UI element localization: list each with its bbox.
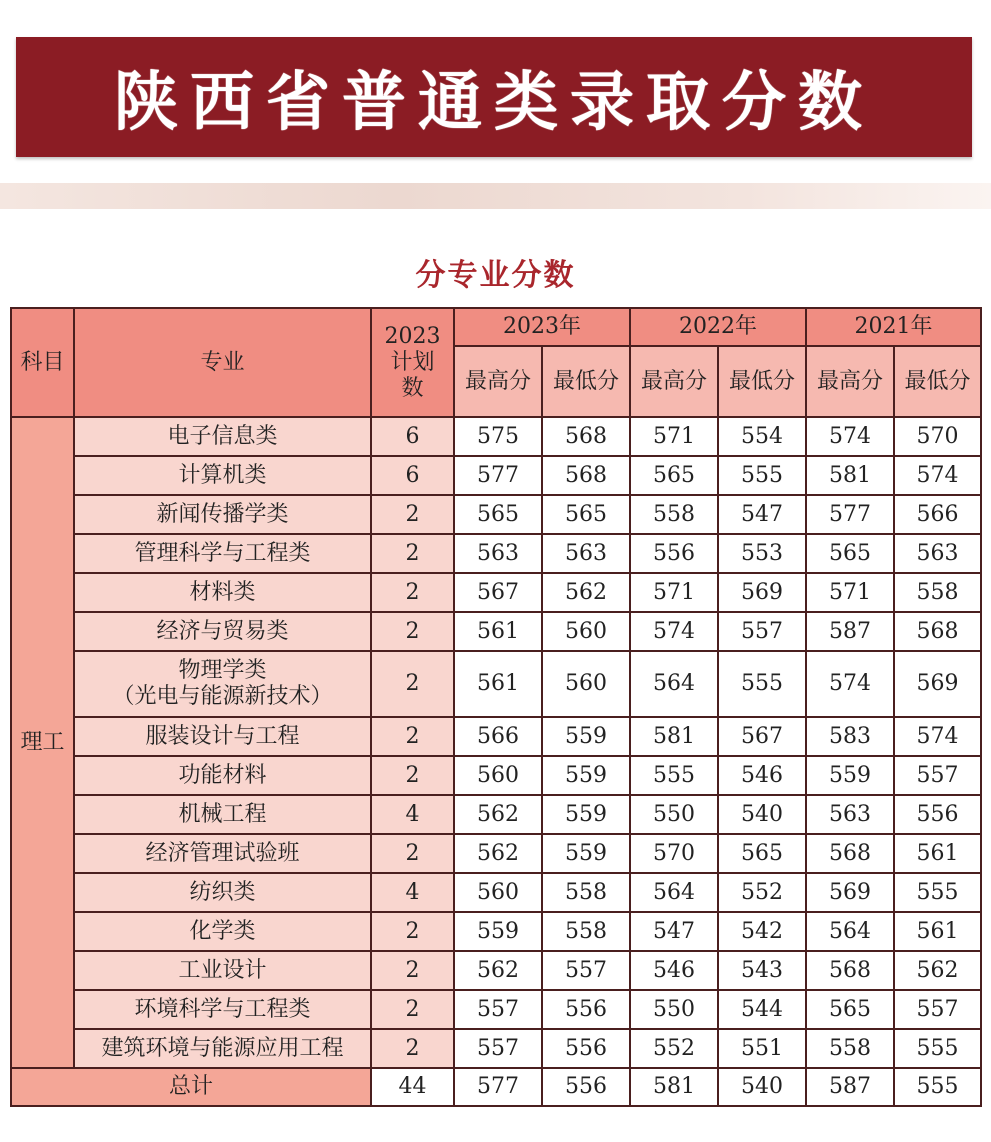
- max-score-cell: 559: [806, 756, 894, 795]
- table-row: [11, 573, 981, 612]
- min-score-cell: 557: [894, 990, 981, 1029]
- max-score-cell: 550: [630, 990, 718, 1029]
- major-cell: 环境科学与工程类: [74, 990, 371, 1029]
- header-plan: 2023 计划 数: [371, 308, 454, 417]
- min-score-cell: 551: [718, 1029, 806, 1068]
- major-subname: （光电与能源新技术）: [112, 684, 333, 709]
- max-score-cell: 563: [806, 795, 894, 834]
- table-row: [11, 651, 981, 717]
- min-score-cell: 574: [894, 717, 981, 756]
- min-score-cell: 552: [718, 873, 806, 912]
- min-score-cell: 557: [542, 951, 630, 990]
- major-cell: 建筑环境与能源应用工程: [74, 1029, 371, 1068]
- min-score-cell: 556: [542, 1029, 630, 1068]
- max-score-cell: 557: [454, 990, 542, 1029]
- plan-cell: 2: [371, 612, 454, 651]
- total-min-cell: 555: [894, 1068, 981, 1106]
- header-subject: 科目: [11, 308, 74, 417]
- max-score-cell: 562: [454, 795, 542, 834]
- min-score-cell: 559: [542, 834, 630, 873]
- min-score-cell: 543: [718, 951, 806, 990]
- min-score-cell: 555: [894, 873, 981, 912]
- min-score-cell: 557: [718, 612, 806, 651]
- min-score-cell: 559: [542, 717, 630, 756]
- min-score-cell: 563: [542, 534, 630, 573]
- min-score-cell: 568: [894, 612, 981, 651]
- min-score-cell: 547: [718, 495, 806, 534]
- table-row: [11, 873, 981, 912]
- table-row: [11, 612, 981, 651]
- total-min-cell: 540: [718, 1068, 806, 1106]
- plan-cell: 4: [371, 873, 454, 912]
- max-score-cell: 568: [806, 951, 894, 990]
- major-cell: 计算机类: [74, 456, 371, 495]
- min-score-cell: 568: [542, 417, 630, 456]
- major-cell: [74, 651, 371, 717]
- table-row: [11, 417, 981, 456]
- min-score-cell: 565: [718, 834, 806, 873]
- min-score-cell: 561: [894, 834, 981, 873]
- min-score-cell: 559: [542, 756, 630, 795]
- header-year-2021: 2021年: [806, 308, 981, 346]
- plan-cell: 2: [371, 912, 454, 951]
- title-banner: [16, 37, 972, 157]
- min-score-cell: 559: [542, 795, 630, 834]
- max-score-cell: 574: [806, 417, 894, 456]
- max-score-cell: 562: [454, 834, 542, 873]
- decorative-band: [0, 183, 991, 209]
- max-score-cell: 567: [454, 573, 542, 612]
- max-score-cell: 555: [630, 756, 718, 795]
- total-label: 总计: [11, 1068, 371, 1106]
- total-min-cell: 556: [542, 1068, 630, 1106]
- min-score-cell: 553: [718, 534, 806, 573]
- max-score-cell: 564: [806, 912, 894, 951]
- table-row: [11, 990, 981, 1029]
- min-score-cell: 558: [542, 912, 630, 951]
- min-score-cell: 567: [718, 717, 806, 756]
- min-score-cell: 544: [718, 990, 806, 1029]
- max-score-cell: 571: [630, 573, 718, 612]
- plan-cell: 6: [371, 456, 454, 495]
- min-score-cell: 569: [894, 651, 981, 717]
- max-score-cell: 559: [454, 912, 542, 951]
- total-max-cell: 577: [454, 1068, 542, 1106]
- min-score-cell: 561: [894, 912, 981, 951]
- major-cell: 化学类: [74, 912, 371, 951]
- max-score-cell: 587: [806, 612, 894, 651]
- total-row: [11, 1068, 981, 1106]
- max-score-cell: 574: [806, 651, 894, 717]
- min-score-cell: 556: [542, 990, 630, 1029]
- max-score-cell: 583: [806, 717, 894, 756]
- min-score-cell: 555: [718, 456, 806, 495]
- min-score-cell: 562: [542, 573, 630, 612]
- header-max: 最高分: [454, 346, 542, 417]
- min-score-cell: 542: [718, 912, 806, 951]
- min-score-cell: 560: [542, 651, 630, 717]
- plan-cell: 2: [371, 834, 454, 873]
- major-cell: 工业设计: [74, 951, 371, 990]
- min-score-cell: 568: [542, 456, 630, 495]
- table-row: [11, 795, 981, 834]
- plan-cell: 2: [371, 756, 454, 795]
- table-row: [11, 951, 981, 990]
- max-score-cell: 574: [630, 612, 718, 651]
- max-score-cell: 558: [806, 1029, 894, 1068]
- total-plan: 44: [371, 1068, 454, 1106]
- min-score-cell: 557: [894, 756, 981, 795]
- major-cell: 机械工程: [74, 795, 371, 834]
- major-cell: 新闻传播学类: [74, 495, 371, 534]
- max-score-cell: 564: [630, 651, 718, 717]
- major-name: 物理学类: [178, 658, 267, 683]
- max-score-cell: 565: [806, 990, 894, 1029]
- min-score-cell: 556: [894, 795, 981, 834]
- header-year-2023: 2023年: [454, 308, 630, 346]
- major-cell: 经济管理试验班: [74, 834, 371, 873]
- min-score-cell: 574: [894, 456, 981, 495]
- plan-cell: 2: [371, 573, 454, 612]
- major-cell: 功能材料: [74, 756, 371, 795]
- table-subtitle: 分专业分数: [415, 258, 576, 293]
- min-score-cell: 554: [718, 417, 806, 456]
- max-score-cell: 558: [630, 495, 718, 534]
- header-major: 专业: [74, 308, 371, 417]
- min-score-cell: 570: [894, 417, 981, 456]
- score-table: [10, 307, 982, 1107]
- plan-cell: 4: [371, 795, 454, 834]
- plan-cell: 6: [371, 417, 454, 456]
- table-row: [11, 912, 981, 951]
- page-title: 陕西省普通类录取分数: [114, 66, 874, 140]
- plan-cell: 2: [371, 951, 454, 990]
- min-score-cell: 562: [894, 951, 981, 990]
- table-row: [11, 456, 981, 495]
- table-row: [11, 495, 981, 534]
- major-cell: 经济与贸易类: [74, 612, 371, 651]
- plan-cell: 2: [371, 534, 454, 573]
- min-score-cell: 566: [894, 495, 981, 534]
- subject-cell: 理工: [11, 417, 74, 1068]
- max-score-cell: 552: [630, 1029, 718, 1068]
- table-row: [11, 1029, 981, 1068]
- major-cell: 电子信息类: [74, 417, 371, 456]
- max-score-cell: 575: [454, 417, 542, 456]
- max-score-cell: 547: [630, 912, 718, 951]
- max-score-cell: 557: [454, 1029, 542, 1068]
- max-score-cell: 571: [630, 417, 718, 456]
- header-min: 最低分: [542, 346, 630, 417]
- max-score-cell: 577: [806, 495, 894, 534]
- min-score-cell: 558: [894, 573, 981, 612]
- min-score-cell: 555: [894, 1029, 981, 1068]
- table-row: [11, 534, 981, 573]
- plan-cell: 2: [371, 990, 454, 1029]
- max-score-cell: 581: [806, 456, 894, 495]
- major-cell: 材料类: [74, 573, 371, 612]
- table-row: [11, 717, 981, 756]
- max-score-cell: 561: [454, 612, 542, 651]
- min-score-cell: 563: [894, 534, 981, 573]
- major-cell: 服装设计与工程: [74, 717, 371, 756]
- max-score-cell: 560: [454, 756, 542, 795]
- plan-cell: 2: [371, 651, 454, 717]
- max-score-cell: 581: [630, 717, 718, 756]
- table-row: [11, 756, 981, 795]
- major-cell: 纺织类: [74, 873, 371, 912]
- header-max: 最高分: [806, 346, 894, 417]
- plan-cell: 2: [371, 717, 454, 756]
- max-score-cell: 569: [806, 873, 894, 912]
- header-min: 最低分: [718, 346, 806, 417]
- table-row: [11, 834, 981, 873]
- max-score-cell: 550: [630, 795, 718, 834]
- min-score-cell: 546: [718, 756, 806, 795]
- total-max-cell: 581: [630, 1068, 718, 1106]
- plan-cell: 2: [371, 495, 454, 534]
- max-score-cell: 562: [454, 951, 542, 990]
- max-score-cell: 565: [454, 495, 542, 534]
- max-score-cell: 546: [630, 951, 718, 990]
- max-score-cell: 568: [806, 834, 894, 873]
- header-max: 最高分: [630, 346, 718, 417]
- max-score-cell: 577: [454, 456, 542, 495]
- total-max-cell: 587: [806, 1068, 894, 1106]
- max-score-cell: 565: [806, 534, 894, 573]
- max-score-cell: 563: [454, 534, 542, 573]
- min-score-cell: 540: [718, 795, 806, 834]
- plan-cell: 2: [371, 1029, 454, 1068]
- max-score-cell: 561: [454, 651, 542, 717]
- major-cell: 管理科学与工程类: [74, 534, 371, 573]
- header-year-2022: 2022年: [630, 308, 806, 346]
- max-score-cell: 566: [454, 717, 542, 756]
- max-score-cell: 565: [630, 456, 718, 495]
- min-score-cell: 558: [542, 873, 630, 912]
- min-score-cell: 565: [542, 495, 630, 534]
- min-score-cell: 569: [718, 573, 806, 612]
- max-score-cell: 564: [630, 873, 718, 912]
- min-score-cell: 555: [718, 651, 806, 717]
- min-score-cell: 560: [542, 612, 630, 651]
- max-score-cell: 570: [630, 834, 718, 873]
- header-min: 最低分: [894, 346, 981, 417]
- max-score-cell: 571: [806, 573, 894, 612]
- max-score-cell: 556: [630, 534, 718, 573]
- max-score-cell: 560: [454, 873, 542, 912]
